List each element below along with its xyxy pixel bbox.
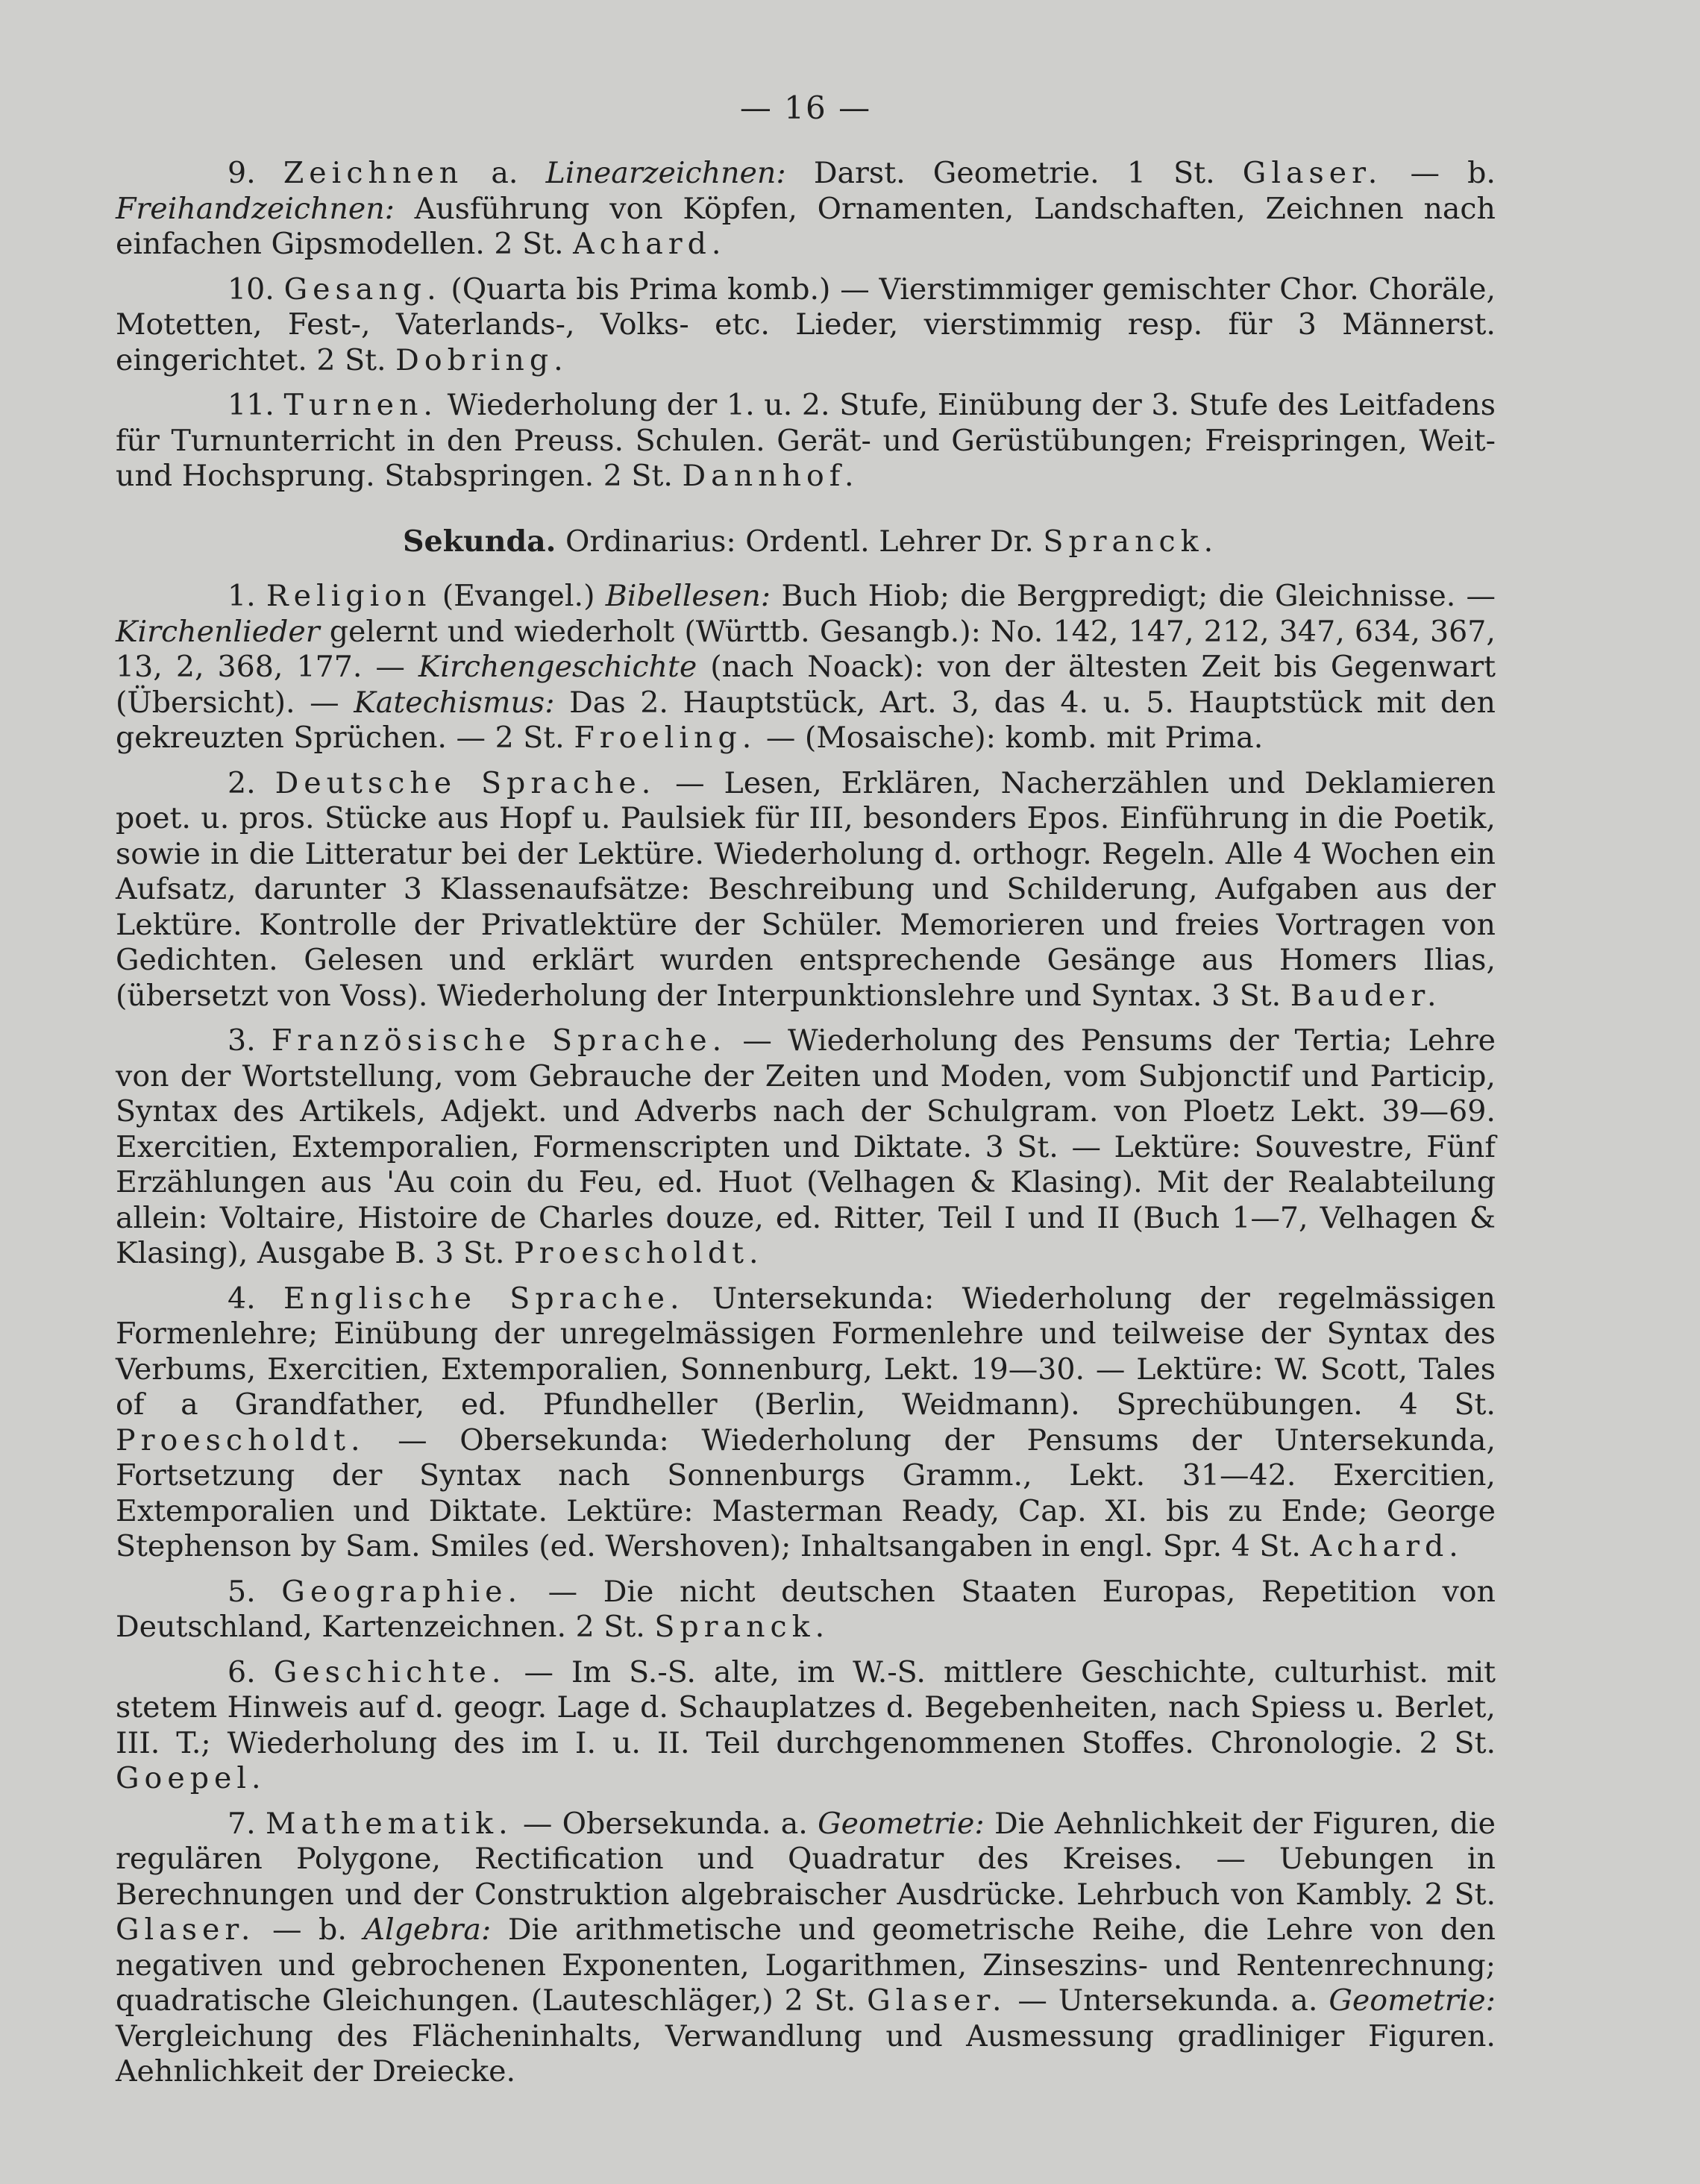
item-number: 3. — [228, 1023, 256, 1058]
subject-title: Englische Sprache. — [283, 1281, 685, 1316]
subject-title: Religion — [266, 579, 432, 613]
paragraph-text: (Quarta bis Prima komb.) — Vierstimmiger gemischter Chor. Choräle, Motetten, Fest-, Vaterlands-, Volks- etc. Lieder, vierstimmig resp. für 3 Männerst. eingerichtet. 2 St. — [116, 272, 1496, 377]
teacher-name: Achard. — [1310, 1529, 1464, 1563]
item-number: 10. — [228, 272, 275, 307]
paragraph-geschichte — [116, 1655, 1496, 1797]
ordinarius-name: Spranck. — [1043, 524, 1219, 559]
section-heading-sekunda — [116, 524, 1496, 560]
paragraph-text: Ausführung von Köpfen, Ornamenten, Landschaften, Zeichnen nach einfachen Gipsmodellen. 2 St. — [116, 191, 1496, 261]
teacher-name: Dannhof. — [682, 459, 859, 493]
item-number: 1. — [228, 579, 256, 613]
item-letter: a. — [491, 156, 518, 190]
page-number: — 16 — — [739, 90, 872, 126]
paragraph-text: Die Aehnlichkeit der Figuren, die regulären Polygone, Rectification und Quadratur des Kreises. — Uebungen in Berechnungen und der Construktion algebraischer Ausdrücke. Lehrbuch von Kambly. 2 St. — [116, 1806, 1496, 1912]
paragraph-text: Vergleichung des Flächeninhalts, Verwandlung und Ausmessung gradliniger Figuren. Aehnlichkeit der Dreiecke. — [116, 2018, 1496, 2089]
teacher-name: Proescholdt. — [116, 1422, 366, 1457]
subject-title: Zeichnen — [283, 156, 464, 190]
teacher-name: Dobring. — [395, 342, 568, 377]
item-letter: — b. — [1410, 156, 1496, 190]
paragraph-text: — b. — [272, 1912, 347, 1947]
paragraph-text: — Obersekunda: Wiederholung der Pensums der Untersekunda, Fortsetzung der Syntax nach Sonnenburgs Gramm., Lekt. 31—42. Exercitien, Extemporalien und Diktate. Lektüre: Masterman Ready, Cap. XI. bis zu Ende; George Stephenson by Sam. Smiles (ed. Wershoven); Inhaltsangaben in engl. Spr. 4 St. — [116, 1422, 1496, 1563]
paragraph-text: (nach Noack): von der ältesten Zeit bis Gegenwart (Übersicht). — — [116, 650, 1496, 720]
paragraph-text: — Im S.-S. alte, im W.-S. mittlere Geschichte, culturhist. mit stetem Hinweis auf d. geogr. Lage d. Schauplatzes d. Begebenheiten, nach Spiess u. Berlet, III. T.; Wiederholung des im I. u. II. Teil durchgenommenen Stoffes. Chronologie. 2 St. — [116, 1654, 1496, 1760]
item-number: 5. — [228, 1574, 256, 1609]
teacher-name: Glaser. — [867, 1983, 1007, 2018]
paragraph-text: Das 2. Hauptstück, Art. 3, das 4. u. 5. Hauptstück mit den gekreuzten Sprüchen. — 2 St. — [116, 685, 1496, 755]
teacher-name: Bauder. — [1290, 978, 1442, 1013]
paragraph-franzoesisch — [116, 1023, 1496, 1272]
item-number: 9. — [228, 156, 256, 190]
page-content — [116, 90, 1496, 2100]
paragraph-gesang — [116, 272, 1496, 379]
teacher-name: Glaser. — [1242, 156, 1383, 190]
paragraph-religion — [116, 579, 1496, 756]
topic-title: Algebra: — [363, 1912, 492, 1947]
teacher-name: Glaser. — [116, 1912, 256, 1947]
paragraph-geographie — [116, 1575, 1496, 1645]
paragraph-text: Buch Hiob; die Bergpredigt; die Gleichnisse. — — [781, 579, 1496, 613]
subject-title: Mathematik. — [265, 1806, 513, 1841]
paragraph-text: Darst. Geometrie. 1 St. — [813, 156, 1215, 190]
item-number: 11. — [228, 388, 275, 422]
paragraph-text: gelernt und wiederholt (Württb. Gesangb.): No. 142, 147, 212, 347, 634, 367, 13, 2, 368, 177. — — [116, 614, 1496, 684]
topic-title: Freihandzeichnen: — [116, 191, 395, 226]
topic-title: Geometrie: — [818, 1806, 985, 1841]
paragraph-text: — Untersekunda. a. — [1017, 1983, 1318, 2018]
teacher-name: Proescholdt. — [514, 1236, 764, 1270]
teacher-name: Froeling. — [574, 721, 757, 755]
section-title: Sekunda. — [403, 524, 556, 559]
ordinarius-label: Ordinarius: Ordentl. Lehrer Dr. — [565, 524, 1034, 559]
item-number: 4. — [228, 1281, 256, 1316]
paragraph-text: Die arithmetische und geometrische Reihe, die Lehre von den negativen und gebrochenen Exponenten, Logarithmen, Zinseszins- und Rentenrechnung; quadratische Gleichungen. (Lauteschläger,) 2 St. — [116, 1912, 1496, 2018]
paragraph-text: Wiederholung der 1. u. 2. Stufe, Einübung der 3. Stufe des Leitfadens für Turnunterricht in den Preuss. Schulen. Gerät- und Gerüstübungen; Freispringen, Weit- und Hochsprung. Stabspringen. 2 St. — [116, 388, 1496, 493]
topic-title: Linearzeichnen: — [545, 156, 786, 190]
topic-title: Bibellesen: — [605, 579, 771, 613]
paragraph-mathematik — [116, 1807, 1496, 2090]
subject-title: Französische Sprache. — [271, 1023, 727, 1058]
teacher-name: Spranck. — [654, 1610, 830, 1644]
paragraph-text: — Lesen, Erklären, Nacherzählen und Deklamieren poet. u. pros. Stücke aus Hopf u. Paulsiek für III, besonders Epos. Einführung in die Poetik, sowie in die Litteratur bei der Lektüre. Wiederholung d. orthogr. Regeln. Alle 4 Wochen ein Aufsatz, darunter 3 Klassenaufsätze: Beschreibung und Schilderung, Aufgaben aus der Lektüre. Kontrolle der Privatlektüre der Schüler. Memorieren und freies Vortragen von Gedichten. Gelesen und erklärt wurden entsprechende Gesänge aus Homers Ilias, (übersetzt von Voss). Wiederholung der Interpunktionslehre und Syntax. 3 St. — [116, 765, 1496, 1013]
teacher-name: Goepel. — [116, 1761, 266, 1795]
paragraph-text: (Evangel.) — [442, 579, 595, 613]
paragraph-text: — (Mosaische): komb. mit Prima. — [765, 721, 1264, 755]
topic-title: Kirchenlieder — [116, 614, 320, 649]
item-number: 6. — [228, 1654, 256, 1689]
paragraph-turnen — [116, 388, 1496, 495]
paragraph-englisch — [116, 1281, 1496, 1565]
subject-title: Turnen. — [283, 388, 438, 422]
topic-title: Geometrie: — [1329, 1983, 1496, 2018]
subject-title: Deutsche Sprache. — [275, 765, 656, 800]
subject-title: Geographie. — [281, 1574, 523, 1609]
paragraph-text: — Obersekunda. a. — [522, 1806, 808, 1841]
paragraph-zeichnen — [116, 156, 1496, 263]
subject-title: Geschichte. — [273, 1654, 506, 1689]
teacher-name: Achard. — [573, 227, 727, 261]
paragraph-text: Untersekunda: Wiederholung der regelmässigen Formenlehre; Einübung der unregelmässigen Formenlehre und teilweise der Syntax des Verbums, Exercitien, Extemporalien, Sonnenburg, Lekt. 19—30. — Lektüre: W. Scott, Tales of a Grandfather, ed. Pfundheller (Berlin, Weidmann). Sprechübungen. 4 St. — [116, 1281, 1496, 1422]
paragraph-deutsch — [116, 766, 1496, 1014]
item-number: 7. — [228, 1806, 256, 1841]
paragraph-text: — Die nicht deutschen Staaten Europas, Repetition von Deutschland, Kartenzeichnen. 2 St. — [116, 1574, 1496, 1644]
topic-title: Kirchengeschichte — [418, 650, 697, 684]
topic-title: Katechismus: — [354, 685, 555, 720]
item-number: 2. — [228, 765, 256, 800]
subject-title: Gesang. — [283, 272, 442, 307]
paragraph-text: — Wiederholung des Pensums der Tertia; Lehre von der Wortstellung, vom Gebrauche der Zeiten und Moden, vom Subjonctif und Particip, Syntax des Artikels, Adjekt. und Adverbs nach der Schulgram. von Ploetz Lekt. 39—69. Exercitien, Extemporalien, Formenscripten und Diktate. 3 St. — Lektüre: Souvestre, Fünf Erzählungen aus 'Au coin du Feu, ed. Huot (Velhagen & Klasing). Mit der Realabteilung allein: Voltaire, Histoire de Charles douze, ed. Ritter, Teil I und II (Buch 1—7, Velhagen & Klasing), Ausgabe B. 3 St. — [116, 1023, 1496, 1270]
